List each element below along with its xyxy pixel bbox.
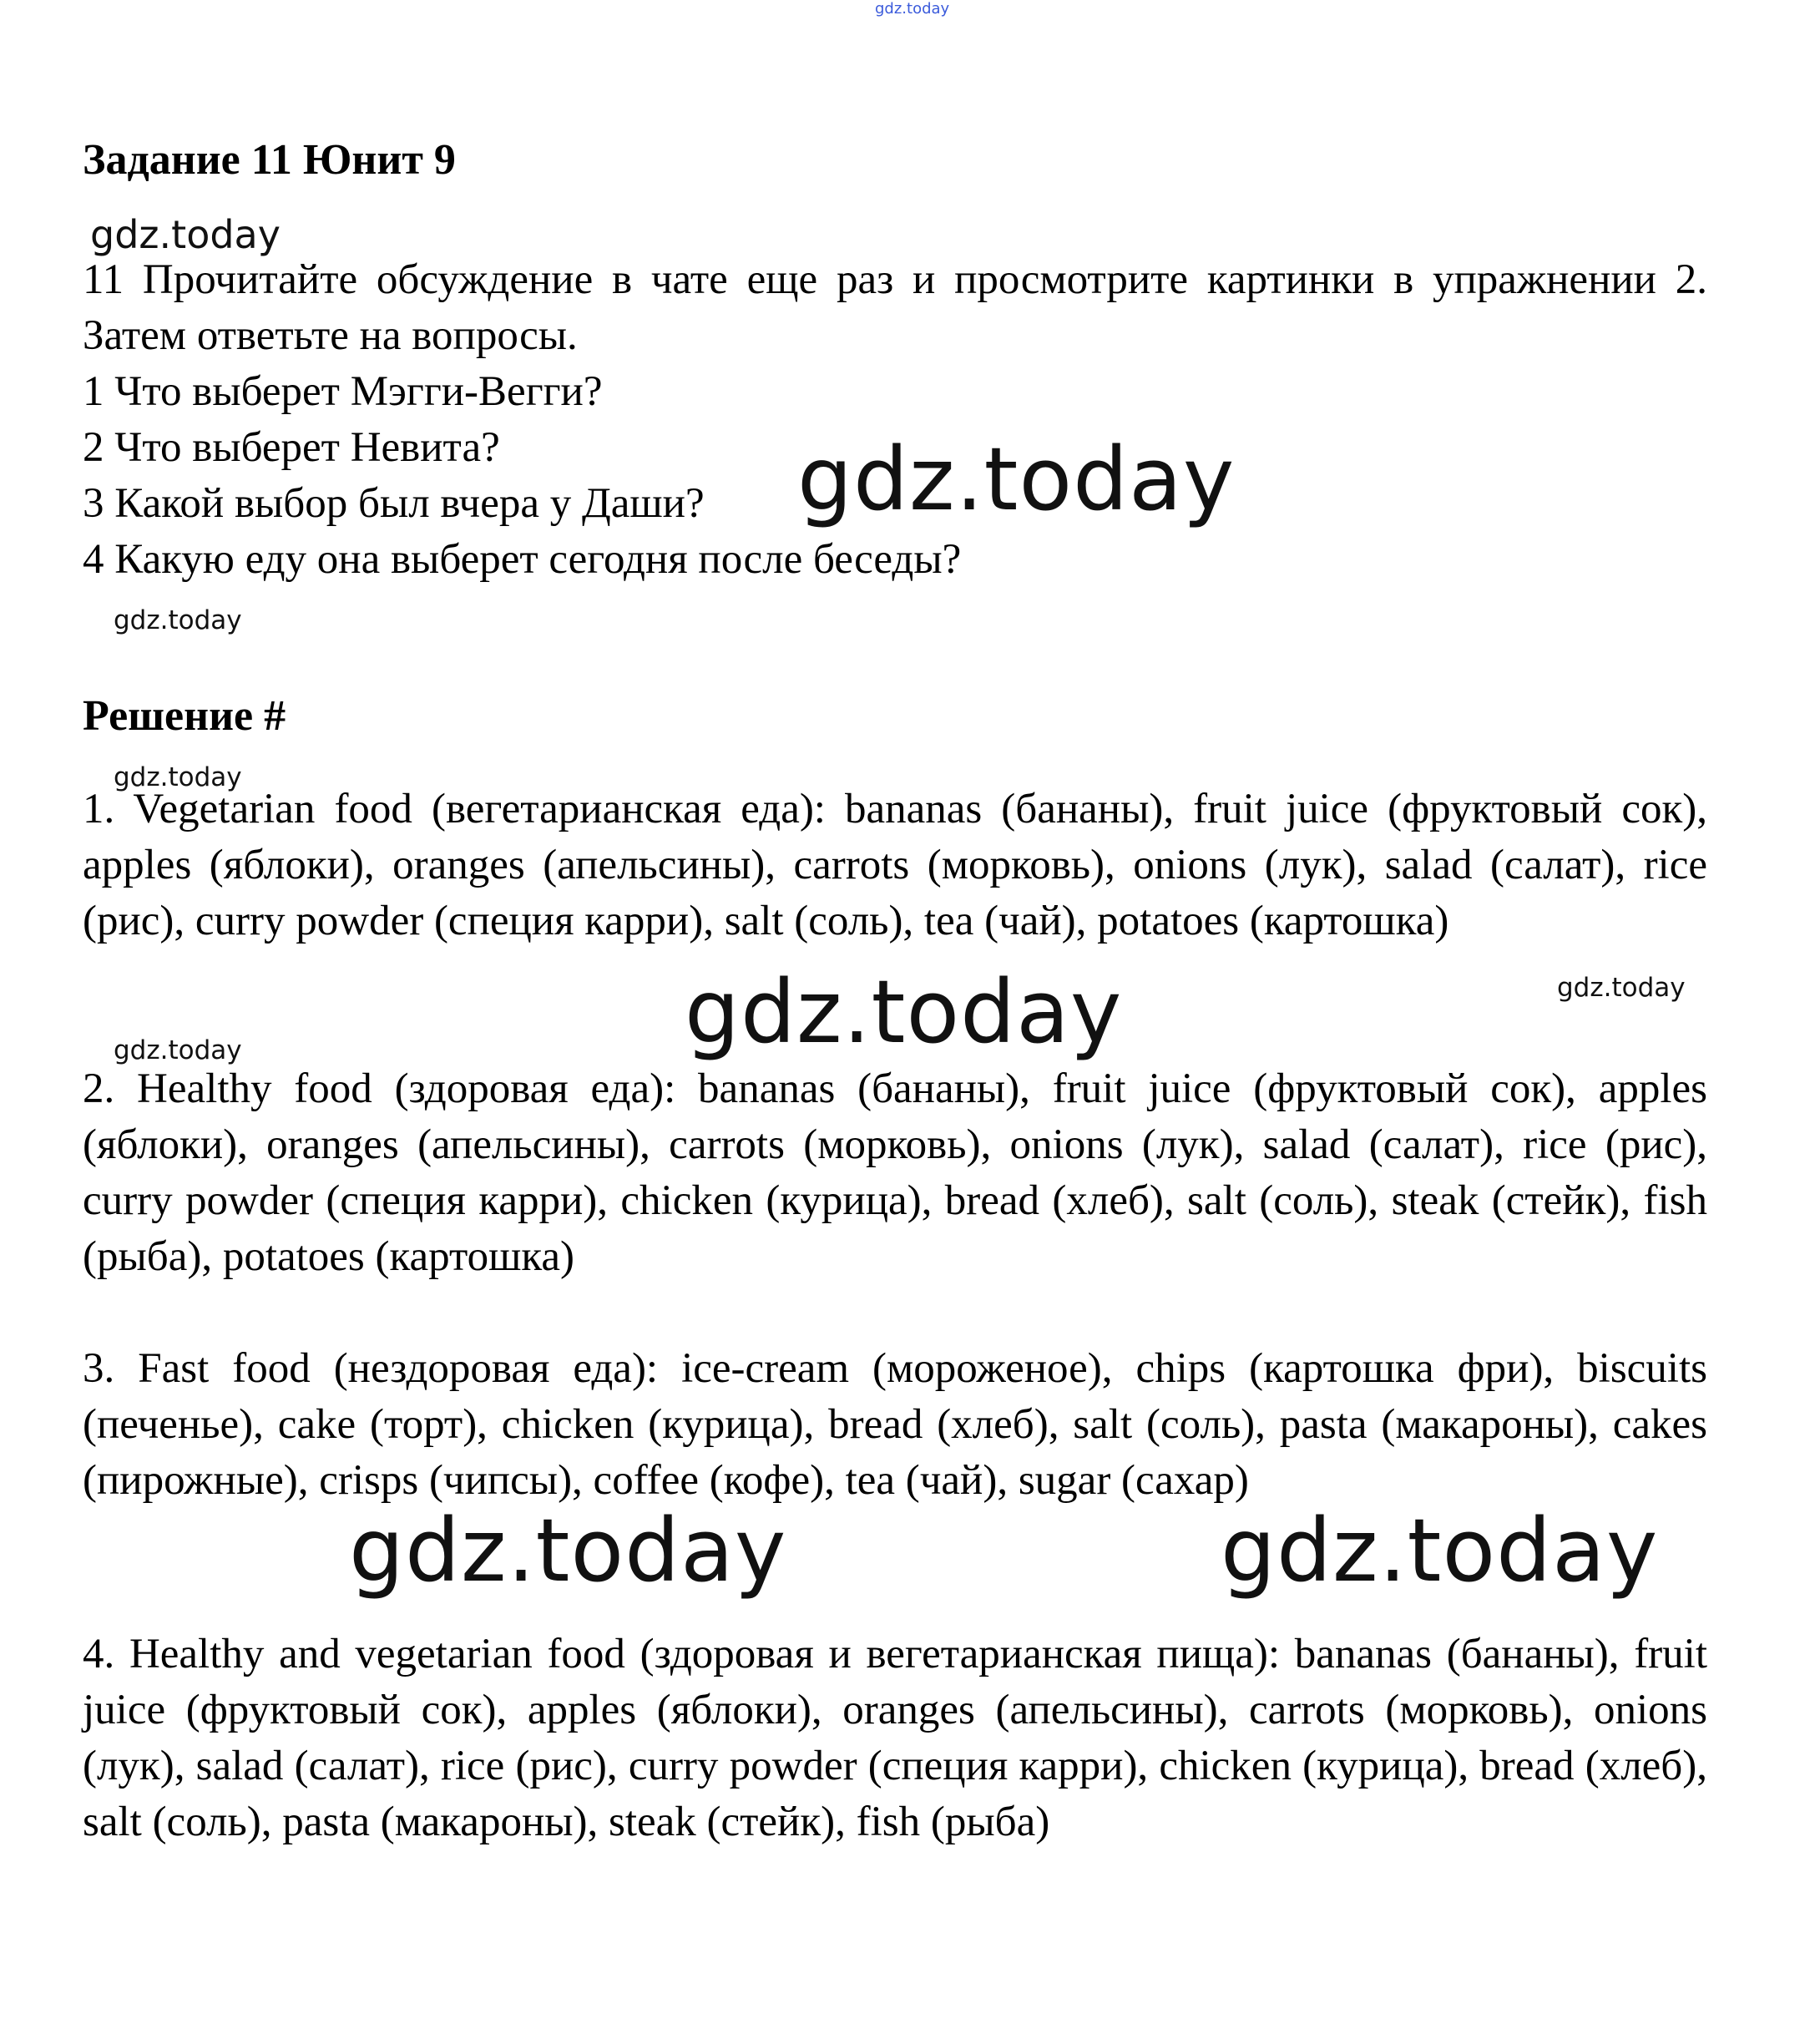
watermark-top: gdz.today [875,0,950,18]
question-item: 1 Что выберет Мэгги-Вегги? [83,368,603,415]
answer-item: 2. Healthy food (здоровая еда): bananas (бананы), fruit juice (фруктовый сок), apples (яблоки), oranges (апельсины), carrots (морковь), onions (лук), salad (салат), rice (рис), curry powder (специя карри), chicken (курица), bread (хлеб), salt (соль), steak (стейк), fish (рыба), potatoes (картошка) [83,1065,1707,1280]
watermark-small: gdz.today [114,762,242,792]
watermark-small: gdz.today [114,605,242,635]
task-intro: 11 Прочитайте обсуждение в чате еще раз и просмотрите картинки в упражнении 2. Затем ответьте на вопросы. [83,256,1707,359]
answer-item: 1. Vegetarian food (вегетарианская еда): bananas (бананы), fruit juice (фруктовый сок), apples (яблоки), oranges (апельсины), carrots (морковь), onions (лук), salad (салат), rice (рис), curry powder (специя карри), salt (соль), tea (чай), potatoes (картошка) [83,786,1707,944]
watermark-small: gdz.today [1557,973,1686,1003]
watermark-small: gdz.today [114,1035,242,1065]
watermark-large: gdz.today [797,428,1236,530]
answer-item: 4. Healthy and vegetarian food (здоровая и вегетарианская пища): bananas (бананы), fruit juice (фруктовый сок), apples (яблоки), oranges (апельсины), carrots (морковь), onions (лук), salad (салат), rice (рис), curry powder (специя карри), chicken (курица), bread (хлеб), salt (соль), pasta (макароны), steak (стейк), fish (рыба) [83,1631,1707,1845]
watermark-large: gdz.today [685,961,1123,1063]
question-item: 3 Какой выбор был вчера у Даши? [83,480,705,527]
watermark-small: gdz.today [90,212,281,257]
watermark-large: gdz.today [1221,1500,1659,1601]
answer-item: 3. Fast food (нездоровая еда): ice-cream (мороженое), chips (картошка фри), biscuits (печенье), cake (торт), chicken (курица), bread (хлеб), salt (соль), pasta (макароны), cakes (пирожные), crisps (чипсы), coffee (кофе), tea (чай), sugar (сахар) [83,1345,1707,1504]
solution-title: Решение # [83,692,286,740]
task-title: Задание 11 Юнит 9 [83,136,456,184]
watermark-large: gdz.today [349,1500,787,1601]
question-item: 2 Что выберет Невита? [83,424,500,471]
question-item: 4 Какую еду она выберет сегодня после беседы? [83,536,962,583]
